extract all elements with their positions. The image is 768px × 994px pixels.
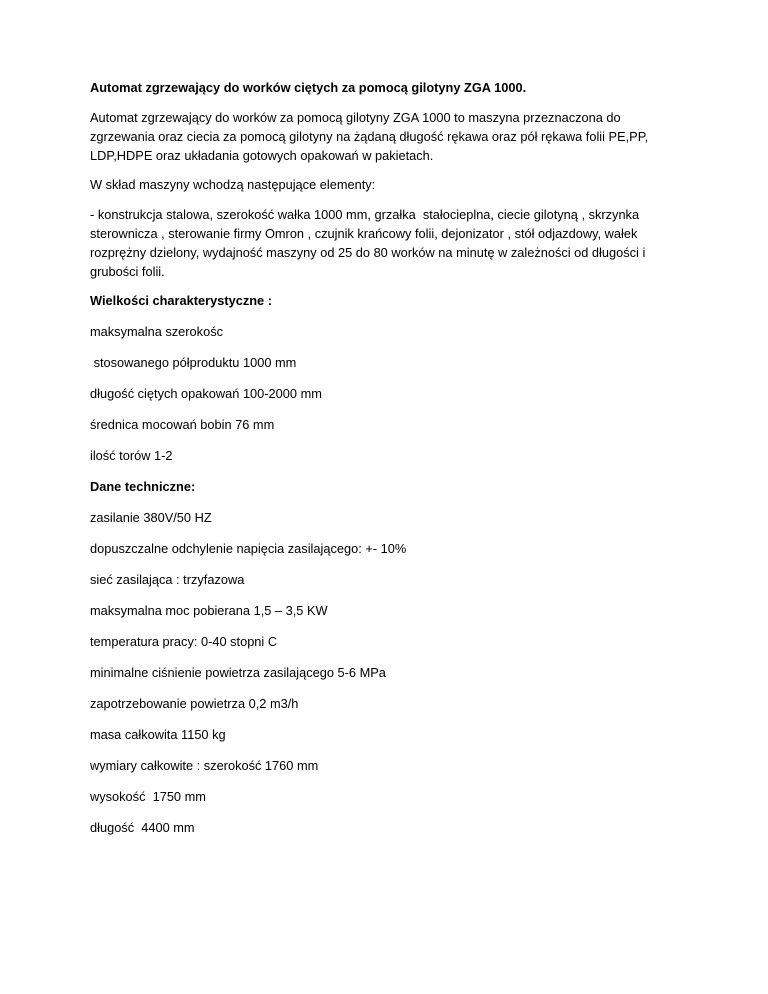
technical-item: temperatura pracy: 0-40 stopni C: [90, 634, 278, 649]
elements-heading: W skład maszyny wchodzą następujące elementy:: [90, 177, 376, 192]
characteristics-heading: Wielkości charakterystyczne :: [90, 293, 272, 308]
elements-line: sterownicza , sterowanie firmy Omron , czujnik krańcowy folii, dejonizator , stół odjazdowy, wałek: [90, 225, 638, 241]
intro-line: Automat zgrzewający do worków za pomocą gilotyny ZGA 1000 to maszyna przeznaczona do: [90, 109, 621, 125]
technical-item: długość 4400 mm: [90, 820, 195, 835]
characteristic-item: średnica mocowań bobin 76 mm: [90, 417, 275, 432]
elements-line: - konstrukcja stalowa, szerokość wałka 1000 mm, grzałka stałocieplna, ciecie gilotyną , skrzynka: [90, 206, 640, 222]
intro-paragraph: [90, 108, 690, 165]
characteristic-item: ilość torów 1-2: [90, 448, 173, 463]
intro-line: zgrzewania oraz ciecia za pomocą gilotyny na żądaną długość rękawa oraz pół rękawa folii PE,PP,: [90, 128, 649, 144]
elements-paragraph: [90, 205, 690, 281]
document-body: [90, 78, 690, 849]
technical-item: minimalne ciśnienie powietrza zasilającego 5-6 MPa: [90, 665, 386, 680]
technical-item: wysokość 1750 mm: [90, 789, 206, 804]
technical-item: wymiary całkowite : szerokość 1760 mm: [90, 758, 319, 773]
characteristic-item: długość ciętych opakowań 100-2000 mm: [90, 386, 322, 401]
intro-line: LDP,HDPE oraz układania gotowych opakowań w pakietach.: [90, 147, 434, 163]
technical-heading: Dane techniczne:: [90, 479, 196, 494]
technical-item: masa całkowita 1150 kg: [90, 727, 226, 742]
document-title: Automat zgrzewający do worków ciętych za pomocą gilotyny ZGA 1000.: [90, 80, 527, 95]
technical-item: sieć zasilająca : trzyfazowa: [90, 572, 245, 587]
technical-item: zasilanie 380V/50 HZ: [90, 510, 212, 525]
technical-item: dopuszczalne odchylenie napięcia zasilającego: +- 10%: [90, 541, 407, 556]
characteristic-item: maksymalna szerokośc: [90, 324, 223, 339]
elements-line: rozprężny dzielony, wydajność maszyny od 25 do 80 worków na minutę w zależności od długości i: [90, 244, 646, 260]
technical-item: zapotrzebowanie powietrza 0,2 m3/h: [90, 696, 299, 711]
elements-line: grubości folii.: [90, 263, 165, 279]
characteristic-item: stosowanego półproduktu 1000 mm: [90, 355, 297, 370]
technical-item: maksymalna moc pobierana 1,5 – 3,5 KW: [90, 603, 328, 618]
